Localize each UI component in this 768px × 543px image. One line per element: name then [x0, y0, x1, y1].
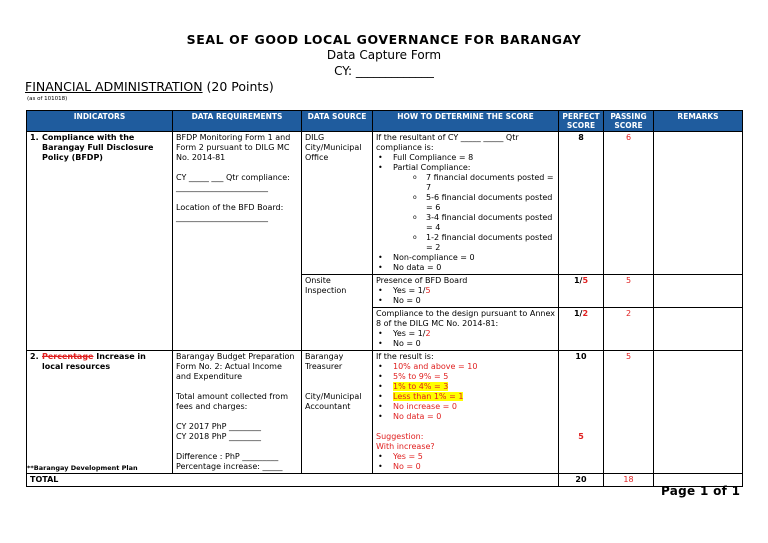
- how-cell: [373, 308, 559, 351]
- cy-field: CY: _____________: [334, 64, 434, 78]
- source-cell: Onsite Inspection: [302, 275, 373, 351]
- source-cell: [302, 351, 373, 474]
- total-label: TOTAL: [27, 474, 559, 487]
- source-accountant: City/Municipal Accountant: [305, 392, 362, 411]
- remarks-cell[interactable]: [654, 308, 743, 351]
- remarks-cell[interactable]: [654, 275, 743, 308]
- requirements-1-cell: [173, 132, 302, 351]
- remarks-cell[interactable]: [654, 351, 743, 474]
- requirement-cy2018: CY 2018 PhP ________: [176, 432, 262, 441]
- list-item: • No data = 0: [376, 263, 555, 273]
- passing-score: 5: [604, 351, 654, 474]
- how-cell: [373, 351, 559, 474]
- list-item: • No = 0: [376, 462, 555, 472]
- passing-score: 6: [604, 132, 654, 275]
- header-indicators: INDICATORS: [27, 111, 173, 132]
- section-points: (20 Points): [202, 79, 274, 94]
- section-title: FINANCIAL ADMINISTRATION: [25, 79, 203, 94]
- section-heading: [25, 79, 274, 94]
- requirement-cy-field: CY _____ ___ Qtr compliance:: [176, 173, 290, 182]
- how-cell: [373, 132, 559, 275]
- requirement-location-label: Location of the BFD Board:: [176, 203, 284, 212]
- list-item: • No = 0: [376, 339, 555, 349]
- passing-score: 5: [604, 275, 654, 308]
- list-item: o 5-6 financial documents posted = 6: [393, 193, 555, 213]
- source-treasurer: Barangay Treasurer: [305, 352, 344, 371]
- form-title: SEAL OF GOOD LOCAL GOVERNANCE FOR BARANGAY: [186, 32, 582, 47]
- list-item: • Partial Compliance: o 7 financial documents posted = 7 o 5-6 financial documents posted = 6 o 3-4 financial documents posted = 4 o 1-2 financial documents posted = 2: [376, 163, 555, 253]
- requirements-2-cell: [173, 351, 302, 474]
- list-item: o 1-2 financial documents posted = 2: [393, 233, 555, 253]
- header-passing-score: PASSING SCORE: [604, 111, 654, 132]
- header-data-source: DATA SOURCE: [302, 111, 373, 132]
- total-perfect: 20: [559, 474, 604, 487]
- list-item: • No data = 0: [376, 412, 555, 422]
- how-intro: If the resultant of CY _____ _____ Qtr compliance is:: [376, 133, 519, 152]
- source-cell: DILG City/Municipal Office: [302, 132, 373, 275]
- requirement-text: Barangay Budget Preparation Form No. 2: Actual Income and Expenditure: [176, 352, 295, 381]
- list-item: • Yes = 1/2: [376, 329, 555, 339]
- header-how-to-determine: HOW TO DETERMINE THE SCORE: [373, 111, 559, 132]
- list-item: • Less than 1% = 1: [376, 392, 555, 402]
- form-subtitle: Data Capture Form: [326, 48, 442, 62]
- requirement-text: BFDP Monitoring Form 1 and Form 2 pursuant to DILG MC No. 2014-81: [176, 133, 291, 162]
- requirement-blank-line: _______________________: [176, 183, 268, 192]
- table-row: [27, 351, 743, 474]
- how-cell: [373, 275, 559, 308]
- list-item: • No increase = 0: [376, 402, 555, 412]
- list-item: o 7 financial documents posted = 7: [393, 173, 555, 193]
- table-row: [27, 132, 743, 275]
- header-remarks: REMARKS: [654, 111, 743, 132]
- list-item: • Yes = 1/5: [376, 286, 555, 296]
- list-item: • 10% and above = 10: [376, 362, 555, 372]
- requirement-difference: Difference : PhP _________: [176, 452, 279, 461]
- indicator-2-cell: [27, 351, 173, 474]
- indicator-label: Compliance with the Barangay Full Disclosure Policy (BFDP): [42, 133, 154, 162]
- list-item: • Non-compliance = 0: [376, 253, 555, 263]
- indicator-label: Percentage Increase in local resources: [42, 352, 146, 371]
- header-row: [27, 111, 743, 132]
- suggestion-question: With increase?: [376, 442, 435, 451]
- perfect-score: 10 5: [559, 351, 604, 474]
- header-data-requirements: DATA REQUIREMENTS: [173, 111, 302, 132]
- perfect-score: 1/5: [559, 275, 604, 308]
- how-intro: Compliance to the design pursuant to Annex 8 of the DILG MC No. 2014-81:: [376, 309, 555, 328]
- list-item: • Full Compliance = 8: [376, 153, 555, 163]
- as-of-date: (as of 101018): [27, 96, 68, 102]
- perfect-score: 8: [559, 132, 604, 275]
- requirement-cy2017: CY 2017 PhP ________: [176, 422, 262, 431]
- how-intro: Presence of BFD Board: [376, 276, 468, 285]
- indicator-1-cell: [27, 132, 173, 351]
- requirement-location-line: _______________________: [176, 213, 268, 222]
- indicator-number: 1.: [30, 133, 39, 142]
- requirement-total: Total amount collected from fees and charges:: [176, 392, 288, 411]
- list-item: • 1% to 4% = 3: [376, 382, 555, 392]
- list-item: • No = 0: [376, 296, 555, 306]
- data-capture-table: [26, 110, 743, 487]
- how-intro: If the result is:: [376, 352, 434, 361]
- total-row: [27, 474, 743, 487]
- footnote: **Barangay Development Plan: [27, 464, 138, 472]
- perfect-score: 1/2: [559, 308, 604, 351]
- list-item: • 5% to 9% = 5: [376, 372, 555, 382]
- requirement-percentage: Percentage increase: _____: [176, 462, 283, 471]
- remarks-cell[interactable]: [654, 132, 743, 275]
- page-number: Page 1 of 1: [661, 484, 741, 498]
- header-perfect-score: PERFECT SCORE: [559, 111, 604, 132]
- total-passing: 18: [604, 474, 654, 487]
- passing-score: 2: [604, 308, 654, 351]
- suggestion-label: Suggestion:: [376, 432, 424, 441]
- indicator-number: 2.: [30, 352, 39, 361]
- list-item: o 3-4 financial documents posted = 4: [393, 213, 555, 233]
- list-item: • Yes = 5: [376, 452, 555, 462]
